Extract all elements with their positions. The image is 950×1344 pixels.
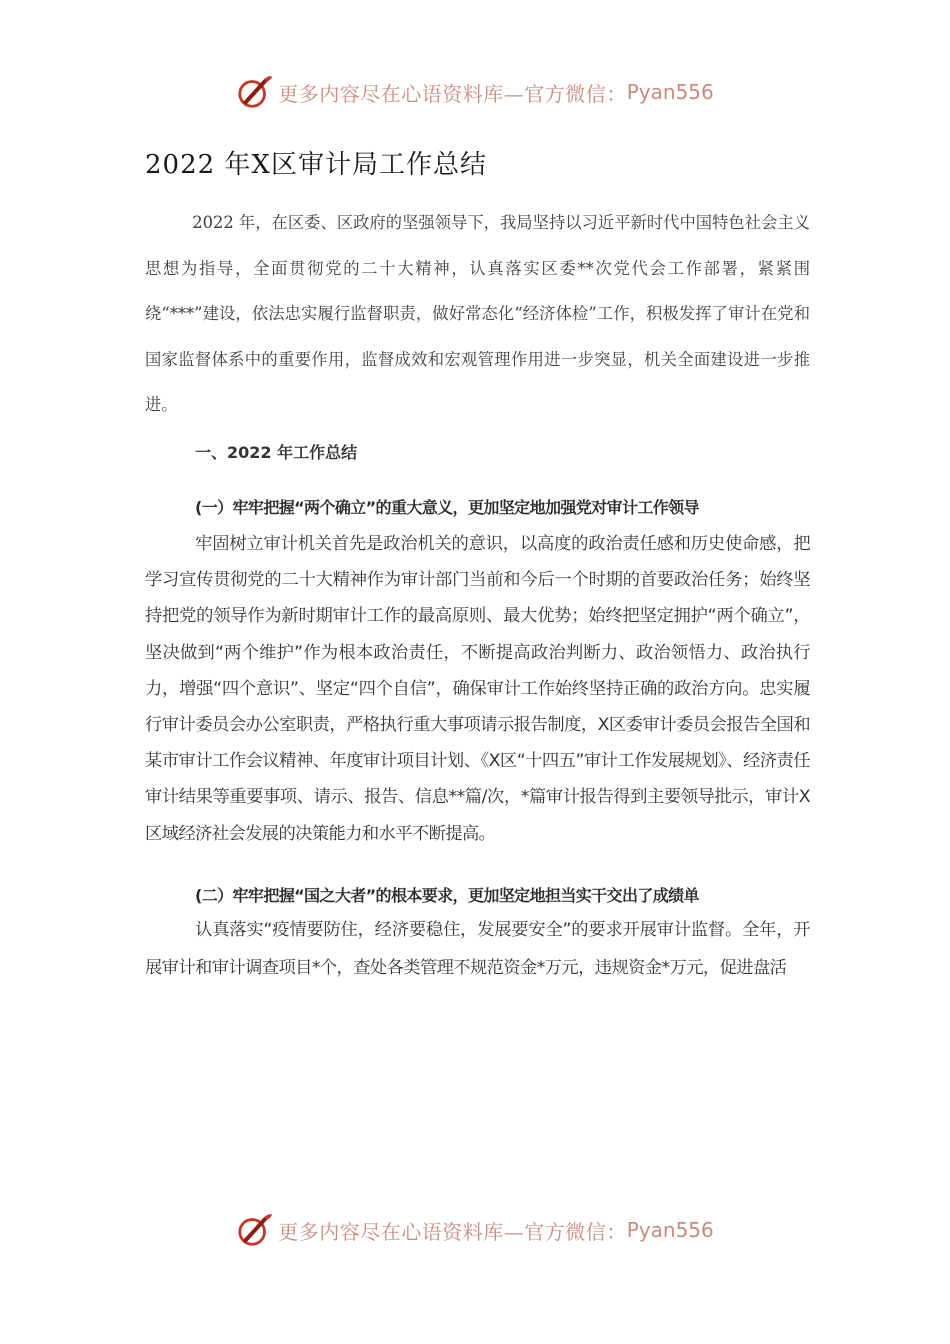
page-title: 2022 年X区审计局工作总结 bbox=[145, 150, 487, 180]
quill-logo-icon bbox=[236, 1211, 274, 1249]
section-heading: 一、2022 年工作总结 bbox=[195, 443, 358, 462]
footer-watermark bbox=[0, 1210, 950, 1250]
watermark-text: 更多内容尽在心语资料库—官方微信： bbox=[278, 81, 627, 106]
watermark-text: 更多内容尽在心语资料库—官方微信： bbox=[278, 1219, 627, 1244]
header-watermark bbox=[0, 72, 950, 112]
quill-logo-icon bbox=[236, 73, 274, 111]
subsection-heading-2: (二）牢牢把握“国之大者”的根本要求，更加坚定地担当实干交出了成绩单 bbox=[195, 886, 699, 905]
subsection-heading-1: (一）牢牢把握“两个确立”的重大意义，更加坚定地加强党对审计工作领导 bbox=[195, 498, 699, 517]
watermark-wechat-id: Pyan556 bbox=[626, 80, 714, 104]
intro-paragraph: 2022 年，在区委、区政府的坚强领导下，我局坚持以习近平新时代中国特色社会主义思想为指导，全面贯彻党的二十大精神，认真落实区委**次党代会工作部署，紧紧围绕“***”建设，依法忠实履行监督职责，做好常态化“经济体检”工作，积极发挥了审计在党和国家监督体系中的重要作用，监督成效和宏观管理作用进一步突显，机关全面建设进一步推进。 bbox=[145, 213, 810, 414]
subsection-body-2: 认真落实“疫情要防住，经济要稳住，发展要安全”的要求开展审计监督。全年，开展审计和审计调查项目*个，查处各类管理不规范资金*万元，违规资金*万元，促进盘活 bbox=[145, 920, 810, 978]
watermark-wechat-id: Pyan556 bbox=[626, 1218, 714, 1242]
subsection-body-1: 牢固树立审计机关首先是政治机关的意识，以高度的政治责任感和历史使命感，把学习宣传贯彻党的二十大精神作为审计部门当前和今后一个时期的首要政治任务；始终坚持把党的领导作为新时期审计工作的最高原则、最大优势；始终把坚定拥护“两个确立”，坚决做到“两个维护”作为根本政治责任，不断提高政治判断力、政治领悟力、政治执行力，增强“四个意识”、坚定“四个自信”，确保审计工作始终坚持正确的政治方向。忠实履行审计委员会办公室职责，严格执行重大事项请示报告制度，X区委审计委员会报告全国和某市审计工作会议精神、年度审计项目计划、《X区“十四五”审计工作发展规划》、经济责任审计结果等重要事项、请示、报告、信息**篇/次，*篇审计报告得到主要领导批示，审计X区域经济社会发展的决策能力和水平不断提高。 bbox=[145, 534, 810, 844]
